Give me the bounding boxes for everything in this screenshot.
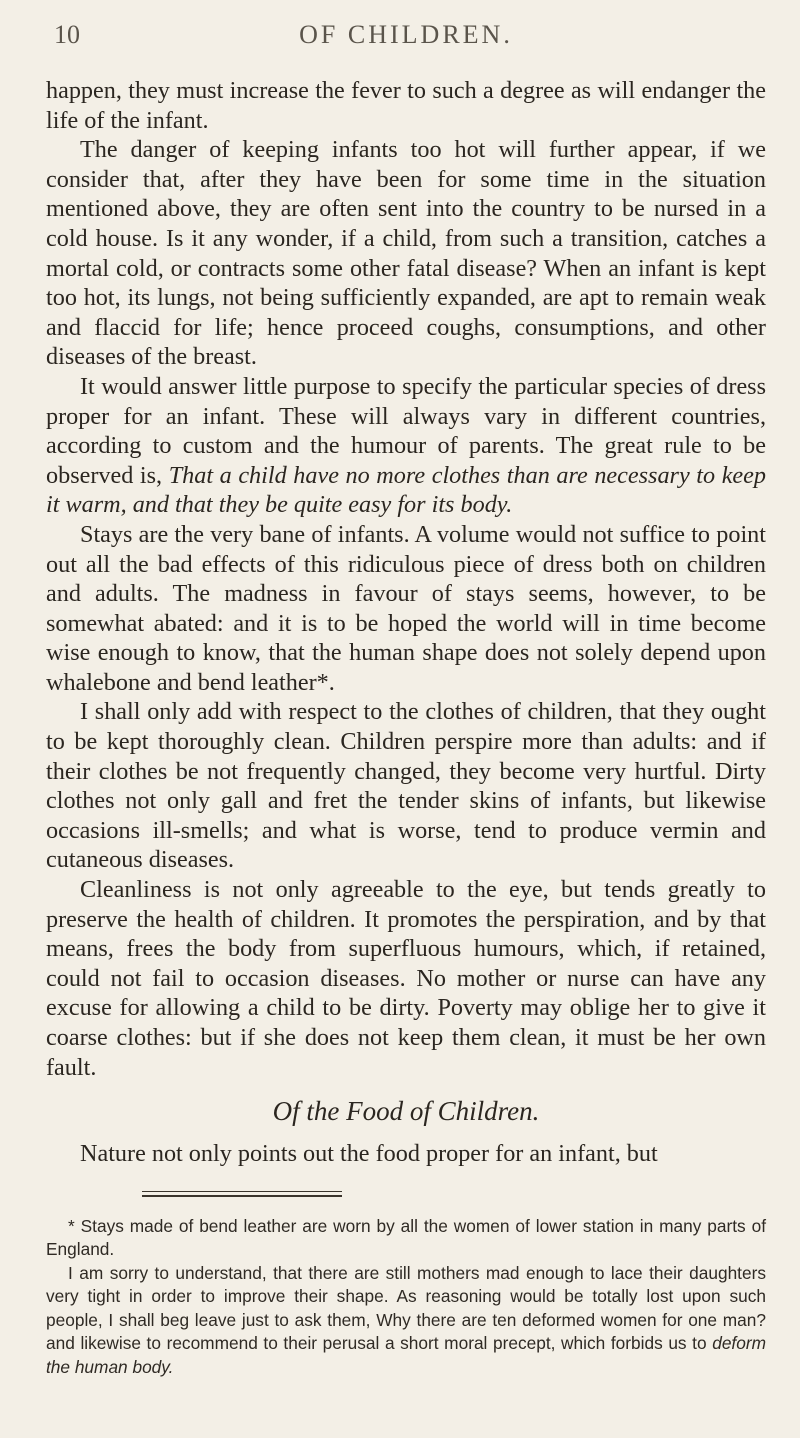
great-rule-emphasis: That a child have no more clothes than are necessary to keep it warm, and that they be quite easy for its body. (46, 461, 766, 519)
body-text (46, 76, 766, 1169)
paragraph-danger: The danger of keeping infants too hot will further appear, if we consider that, after they have been for some time in the situation mentioned above, they are often sent into the country to be nursed in a cold house. Is it any wonder, if a child, from such a transition, catches a mortal cold, or contracts some other fatal disease? When an infant is kept too hot, its lungs, not being sufficiently expanded, are apt to remain weak and flaccid for life; hence proceed coughs, consumptions, and other diseases of the breast. (46, 136, 766, 371)
section-heading: Of the Food of Children. (272, 1096, 540, 1127)
paragraph-continued: happen, they must increase the fever to such a degree as will endanger the life of the infant. (46, 77, 766, 134)
footnote-mothers (46, 1262, 766, 1380)
rule-line-bottom (142, 1195, 342, 1197)
paragraph-stays: Stays are the very bane of infants. A volume would not suffice to point out all the bad effects of this ridiculous piece of dress both on children and adults. The madness in favour of stays seems, however, to be somewhat abated: and it is to be hoped the world will in time become wise enough to know, that the human shape does not solely depend upon whalebone and bend leather*. (46, 520, 766, 696)
paragraph-cleanliness: Cleanliness is not only agreeable to the eye, but tends greatly to preserve the health of children. It promotes the perspiration, and by that means, frees the body from superfluous humours, which, if retained, could not fail to occasion diseases. No mother or nurse can have any excuse for allowing a child to be dirty. Poverty may oblige her to give it coarse clothes: but if she does not keep them clean, it must be her own fault. (46, 876, 766, 1081)
paragraph-food: Nature not only points out the food proper for an infant, but (80, 1140, 658, 1168)
footnote-stays: * Stays made of bend leather are worn by all the women of lower station in many parts of England. (46, 1215, 766, 1260)
page-header (46, 14, 766, 76)
footnote-mothers-text: I am sorry to understand, that there are still mothers mad enough to lace their daughters very tight in order to improve their shape. As reasoning would be totally lost upon such people, I shall beg leave just to ask them, Why there are ten deformed women for one man? and likewise to recommend to their perusal a short moral precept, which forbids us to (46, 1262, 766, 1354)
footnote-emphasis: deform the human body. (46, 1333, 766, 1377)
paragraph-clean-clothes: I shall only add with respect to the clothes of children, that they ought to be kept thoroughly clean. Children perspire more than adults: and if their clothes be not frequently changed, they become very hurtful. Dirty clothes not only gall and fret the tender skins of infants, but likewise occasions ill-smells; and what is worse, tend to produce vermin and cutaneous diseases. (46, 698, 766, 874)
footnotes (46, 1215, 766, 1380)
paragraph-dress (46, 372, 766, 520)
running-head: OF CHILDREN. (299, 20, 513, 49)
footnote-rule (142, 1191, 342, 1197)
page-number: 10 (54, 20, 80, 49)
paragraph-dress-text: It would answer little purpose to specify the particular species of dress proper for an infant. These will always vary in different countries, according to custom and the humour of parents. The great rule to be observed is, (46, 372, 766, 489)
rule-line-top (142, 1191, 342, 1193)
